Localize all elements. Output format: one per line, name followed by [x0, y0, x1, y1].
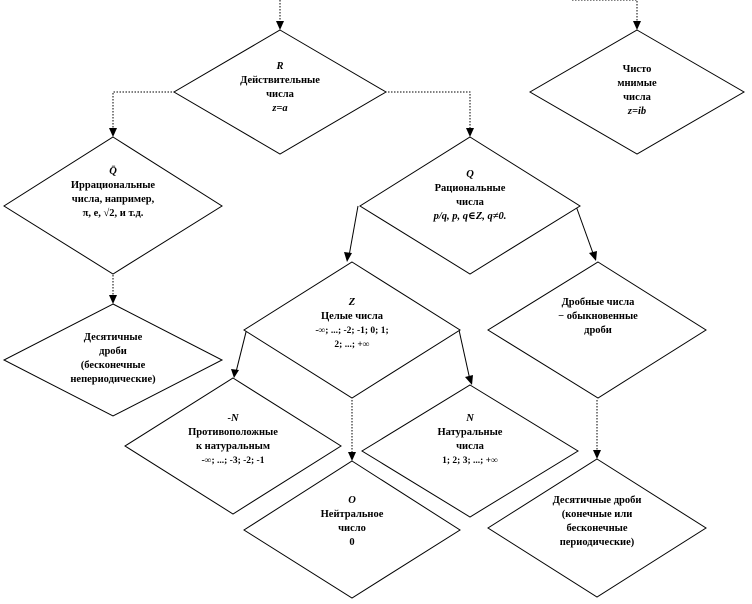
node-rational: [395, 168, 545, 224]
arrow-to-negnat: [231, 369, 239, 378]
node-rational-line-2: числа: [456, 197, 484, 208]
arrow-to-naturals: [465, 375, 473, 385]
node-negnat: [158, 412, 308, 468]
connector-integers-negnat: [236, 328, 247, 372]
node-rat-decimal-line-2: (конечные или: [561, 509, 633, 520]
node-irrational-line-3: π, e, √2, и т.д.: [82, 208, 144, 219]
node-rational-symbol: Q: [466, 169, 474, 180]
node-complex-line-2: мнимые: [617, 78, 657, 89]
node-naturals-symbol: N: [466, 413, 474, 424]
node-real-symbol: R: [276, 61, 284, 72]
node-rational-line-1: Рациональные: [434, 183, 506, 194]
node-negnat-line-2: к натуральным: [196, 441, 270, 452]
connector-rational-integers: [349, 206, 358, 256]
arrow-to-complex: [633, 21, 641, 30]
node-integers-symbol: Z: [348, 297, 356, 308]
node-negnat-line-3: -∞; ...; -3; -2; -1: [201, 456, 265, 466]
node-negnat-symbol: -N: [227, 413, 239, 424]
node-complex-line-3: числа: [623, 92, 651, 103]
node-rat-decimal: [517, 494, 677, 550]
node-rat-decimal-line-1: Десятичные дроби: [552, 495, 642, 506]
node-fractions-line-3: дроби: [584, 325, 612, 336]
node-irrational-symbol: Q̄: [109, 166, 117, 177]
node-irr-decimal: [38, 331, 188, 387]
node-integers: [282, 296, 422, 352]
arrow-to-irr-decimal: [109, 295, 117, 304]
arrow-to-integers: [344, 252, 352, 262]
node-negnat-line-1: Противоположные: [188, 427, 278, 438]
connector-top-right: [572, 0, 637, 22]
node-irr-decimal-line-3: (бесконечные: [80, 360, 146, 371]
node-naturals: [400, 412, 540, 468]
node-integers-line-2: -∞; ...; -2; -1; 0; 1;: [315, 326, 389, 336]
arrow-to-real: [276, 21, 284, 30]
node-zero-symbol: O: [348, 495, 356, 506]
arrow-to-irrational: [109, 128, 117, 137]
node-real-line-3: z=a: [272, 103, 288, 114]
node-real: [215, 60, 345, 116]
node-irr-decimal-line-4: непериодические): [70, 374, 156, 385]
node-zero-line-1: Нейтральное: [320, 509, 384, 520]
node-fractions-line-1: Дробные числа: [561, 297, 635, 308]
node-irr-decimal-line-2: дроби: [99, 346, 127, 357]
node-irrational-line-1: Иррациональные: [70, 180, 156, 191]
arrow-to-rat-decimal: [593, 450, 601, 459]
node-integers-line-3: 2; ...; +∞: [334, 340, 370, 350]
node-naturals-line-1: Натуральные: [437, 427, 503, 438]
node-irrational: [33, 165, 193, 221]
arrow-to-rational: [466, 128, 474, 137]
connector-rational-fractions: [576, 206, 594, 256]
node-complex-line-4: z=ib: [627, 106, 647, 117]
node-irrational-line-2: числа, например,: [71, 194, 155, 205]
node-zero-line-3: 0: [349, 537, 355, 548]
node-complex: [572, 63, 702, 119]
node-real-line-2: числа: [266, 89, 294, 100]
arrow-to-fractions: [589, 251, 597, 261]
node-real-line-1: Действительные: [240, 75, 320, 86]
node-fractions-line-2: − обыкновенные: [558, 311, 638, 322]
node-irr-decimal-line-1: Десятичные: [83, 332, 143, 343]
node-rat-decimal-line-3: бесконечные: [566, 523, 628, 534]
arrow-to-zero: [348, 452, 356, 461]
connector-integers-naturals: [459, 330, 470, 380]
node-fractions: [523, 296, 673, 338]
connectors: [113, 0, 637, 455]
node-integers-line-1: Целые числа: [321, 311, 383, 322]
node-zero-line-2: число: [338, 523, 366, 534]
node-zero: [282, 494, 422, 550]
node-rat-decimal-line-4: периодические): [559, 537, 635, 548]
node-naturals-line-3: 1; 2; 3; ...; +∞: [442, 456, 498, 466]
node-complex-line-1: Чисто: [622, 64, 652, 75]
node-naturals-line-2: числа: [456, 441, 484, 452]
node-rational-line-3: p/q, p, q∈Z, q≠0.: [433, 211, 507, 222]
